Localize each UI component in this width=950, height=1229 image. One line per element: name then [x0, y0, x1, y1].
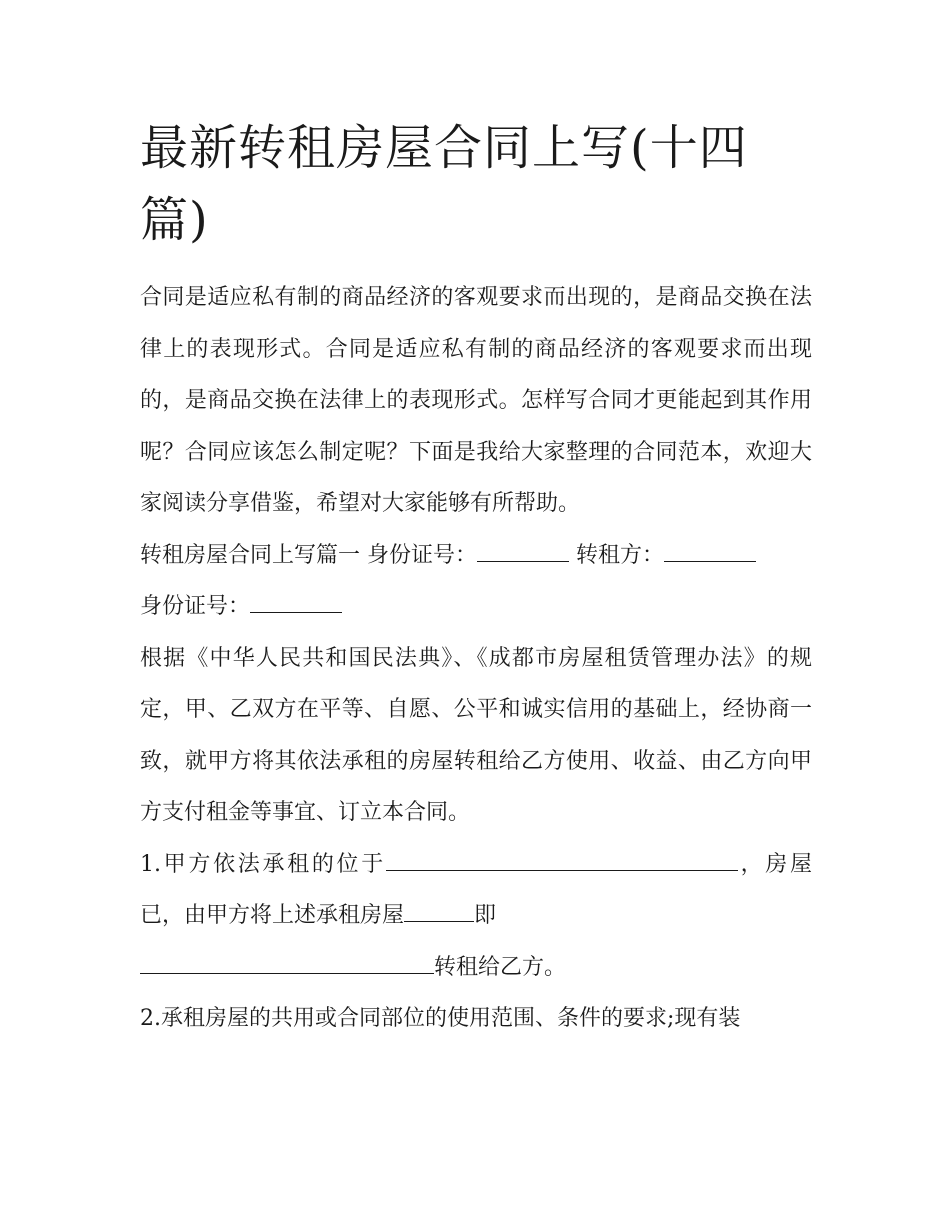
document-page [140, 112, 812, 1045]
party-id-label: 转租房屋合同上写篇一 身份证号： [140, 542, 477, 568]
clause-1-text-a: 1.甲方依法承租的位于 [140, 851, 386, 877]
party-info-paragraph [140, 530, 812, 633]
id-number-blank-2 [250, 611, 342, 613]
id-number-blank [477, 560, 569, 562]
sublessor-label: 转租方： [569, 542, 664, 568]
house-blank [404, 920, 474, 922]
clause-2-paragraph: 2.承租房屋的共用或合同部位的使用范围、条件的要求;现有装 [140, 1006, 741, 1031]
legal-basis-paragraph: 根据《中华人民共和国民法典》、《成都市房屋租赁管理办法》的规定，甲、乙双方在平等、自愿、公平和诚实信用的基础上，经协商一致，就甲方将其依法承租的房屋转租给乙方使用、收益、由乙方向甲方支付租金等事宜、订立本合同。 [140, 645, 812, 825]
location-blank [386, 869, 738, 871]
sublessor-blank [664, 560, 756, 562]
clause-1-paragraph [140, 839, 812, 994]
clause-1-text-b: ，房屋已，由甲方将上述承租房屋 [140, 851, 812, 928]
party-id-label-2: 身份证号： [140, 594, 251, 619]
document-title: 最新转租房屋合同上写(十四篇) [140, 120, 748, 248]
clause-1-text-d: 转租给乙方。 [434, 954, 567, 980]
sublease-scope-blank [140, 972, 434, 974]
intro-paragraph: 合同是适应私有制的商品经济的客观要求而出现的，是商品交换在法律上的表现形式。合同是适应私有制的商品经济的客观要求而出现的，是商品交换在法律上的表现形式。怎样写合同才更能起到其作用呢？合同应该怎么制定呢？下面是我给大家整理的合同范本，欢迎大家阅读分享借鉴，希望对大家能够有所帮助。 [140, 285, 812, 516]
clause-1-text-c: 即 [474, 903, 497, 928]
